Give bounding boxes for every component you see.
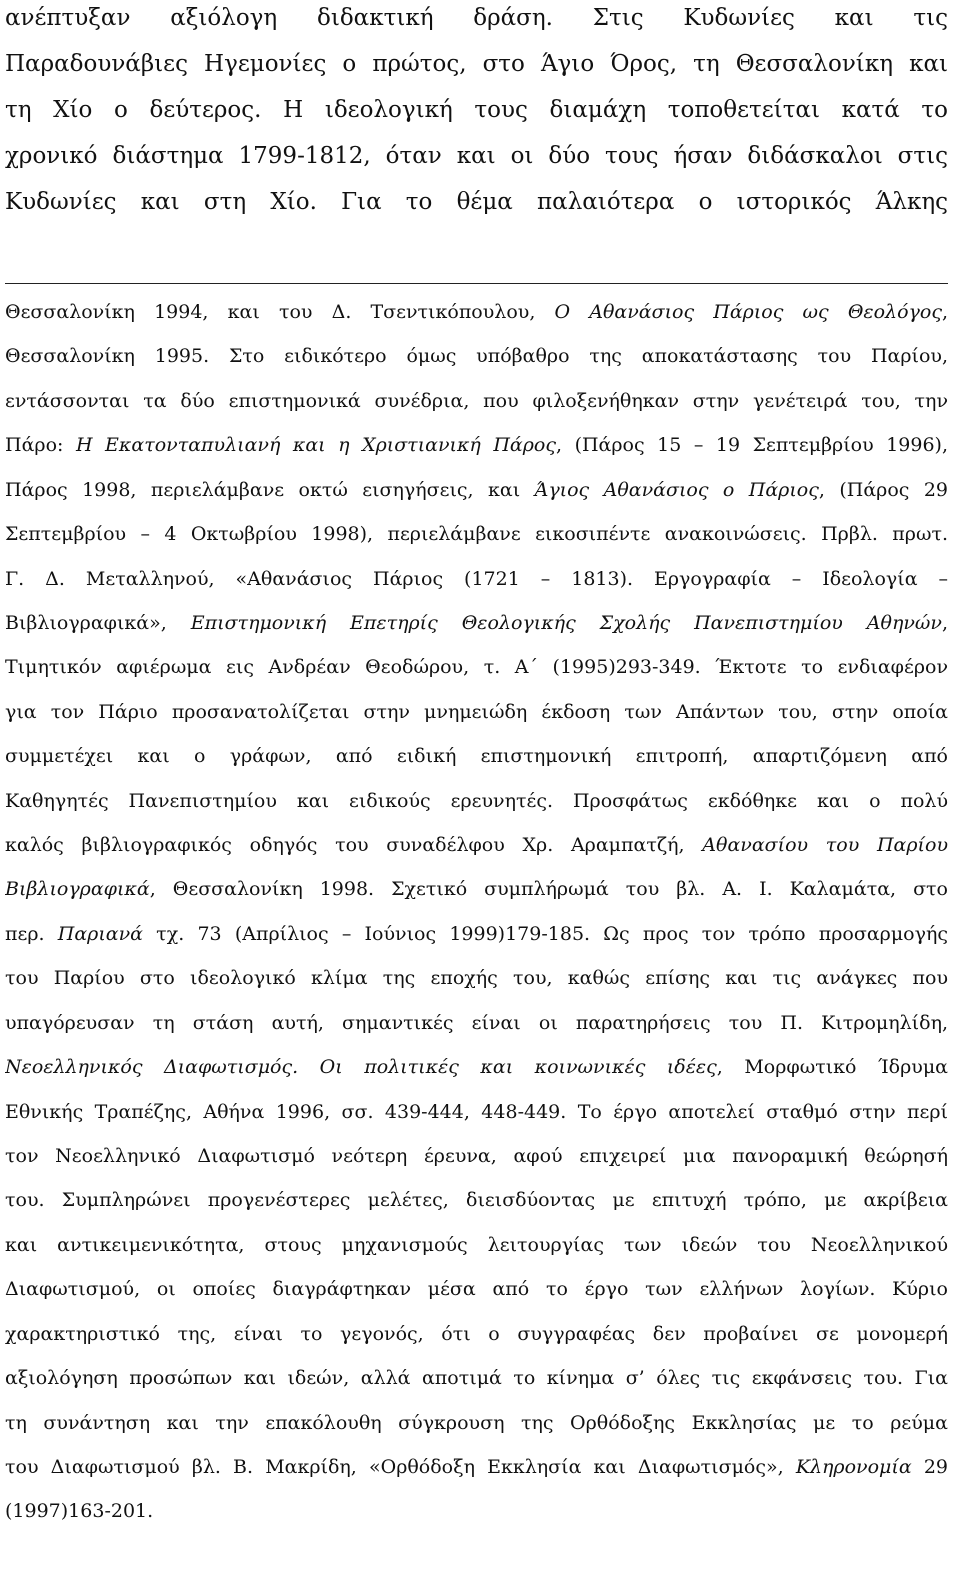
footnote-line bbox=[5, 1275, 948, 1303]
footnote-line bbox=[5, 698, 948, 726]
footnote-text: , bbox=[941, 612, 948, 634]
footnote-line bbox=[5, 1009, 948, 1037]
footnote-separator bbox=[5, 283, 948, 284]
footnote-text: , (Πάρος 29 bbox=[818, 479, 948, 501]
footnote-line bbox=[5, 1186, 948, 1214]
footnote-text: τον Νεοελληνικό Διαφωτισμό νεότερη έρευνα, αφού επιχειρεί μια πανοραμική θεώρησή bbox=[5, 1145, 948, 1167]
footnote-line bbox=[5, 1053, 948, 1081]
footnote-line bbox=[5, 1497, 948, 1525]
footnote-line bbox=[5, 476, 948, 504]
footnote-text: χαρακτηριστικό της, είναι το γεγονός, ότι ο συγγραφέας δεν προβαίνει σε μονομερή bbox=[5, 1323, 948, 1345]
main-text-line: Κυδωνίες και στη Χίο. Για το θέμα παλαιότερα ο ιστορικός Άλκης bbox=[5, 189, 948, 215]
footnote-text: για τον Πάριο προσανατολίζεται στην μνημειώδη έκδοση των Απάντων του, στην οποία bbox=[5, 701, 948, 723]
footnote-text: Βιβλιογραφικά», bbox=[5, 612, 191, 634]
footnote-line bbox=[5, 831, 948, 859]
footnote-text: του Παρίου στο ιδεολογικό κλίμα της εποχής του, καθώς επίσης και τις ανάγκες που bbox=[5, 967, 948, 989]
footnote-text: υπαγόρευσαν τη στάση αυτή, σημαντικές είναι οι παρατηρήσεις του Π. Κιτρομηλίδη, bbox=[5, 1012, 948, 1034]
main-text-line: χρονικό διάστημα 1799-1812, όταν και οι δύο τους ήσαν διδάσκαλοι στις bbox=[5, 143, 948, 169]
footnote-line bbox=[5, 298, 948, 326]
footnote-line bbox=[5, 520, 948, 548]
footnote-text: Πάρος 1998, περιελάμβανε οκτώ εισηγήσεις, και bbox=[5, 479, 535, 501]
footnote-text: (1997)163-201. bbox=[5, 1500, 154, 1522]
footnote-line bbox=[5, 875, 948, 903]
footnote-italic-text: Άγιος Αθανάσιος ο Πάριος bbox=[534, 479, 819, 501]
footnote-italic-text: Παριανά bbox=[57, 923, 143, 945]
footnote-text: , Μορφωτικό Ίδρυμα bbox=[716, 1056, 948, 1078]
footnote-line bbox=[5, 964, 948, 992]
main-text-line: ανέπτυξαν αξιόλογη διδακτική δράση. Στις Κυδωνίες και τις bbox=[5, 5, 948, 31]
footnote-text: του Διαφωτισμού βλ. Β. Μακρίδη, «Ορθόδοξη Εκκλησία και Διαφωτισμός», bbox=[5, 1456, 796, 1478]
footnote-text: καλός βιβλιογραφικός οδηγός του συναδέλφου Χρ. Αραμπατζή, bbox=[5, 834, 703, 856]
footnote-italic-text: Κληρονομία bbox=[795, 1456, 912, 1478]
footnote-text: τχ. 73 (Απρίλιος – Ιούνιος 1999)179-185. Ως προς τον τρόπο προσαρμογής bbox=[142, 923, 948, 945]
footnote-text: περ. bbox=[5, 923, 58, 945]
footnote-italic-text: Ο Αθανάσιος Πάριος ως Θεολόγος bbox=[554, 301, 942, 323]
footnote-line bbox=[5, 1098, 948, 1126]
footnote-line bbox=[5, 342, 948, 370]
footnote-italic-text: Νεοελληνικός Διαφωτισμός. Οι πολιτικές και κοινωνικές ιδέες bbox=[5, 1056, 717, 1078]
footnote-line bbox=[5, 920, 948, 948]
main-text-line: τη Χίο ο δεύτερος. Η ιδεολογική τους διαμάχη τοποθετείται κατά το bbox=[5, 97, 948, 123]
footnote-text: , (Πάρος 15 – 19 Σεπτεμβρίου 1996), bbox=[556, 434, 948, 456]
footnote-italic-text: Αθανασίου του Παρίου bbox=[702, 834, 948, 856]
footnote-italic-text: Η Εκατονταπυλιανή και η Χριστιανική Πάρος bbox=[75, 434, 556, 456]
footnote-line bbox=[5, 1231, 948, 1259]
footnote-line bbox=[5, 1453, 948, 1481]
footnote-text: τη συνάντηση και την επακόλουθη σύγκρουση της Ορθόδοξης Εκκλησίας με το ρεύμα bbox=[5, 1412, 948, 1434]
footnote-text: Διαφωτισμού, οι οποίες διαγράφτηκαν μέσα από το έργο των ελλήνων λογίων. Κύριο bbox=[5, 1278, 948, 1300]
main-text-line: Παραδουνάβιες Ηγεμονίες ο πρώτος, στο Άγιο Όρος, τη Θεσσαλονίκη και bbox=[5, 51, 948, 77]
footnote-text: εντάσσονται τα δύο επιστημονικά συνέδρια, που φιλοξενήθηκαν στην γενέτειρά του, την bbox=[5, 390, 948, 412]
footnote-text: Θεσσαλονίκη 1994, και του Δ. Τσεντικόπουλου, bbox=[5, 301, 555, 323]
footnote-line bbox=[5, 609, 948, 637]
footnote-italic-text: Βιβλιογραφικά bbox=[5, 878, 150, 900]
footnote-italic-text: Επιστημονική Επετηρίς Θεολογικής Σχολής Πανεπιστημίου Αθηνών bbox=[190, 612, 942, 634]
footnote-line bbox=[5, 431, 948, 459]
footnote-line bbox=[5, 1320, 948, 1348]
footnote-text: Καθηγητές Πανεπιστημίου και ειδικούς ερευνητές. Προσφάτως εκδόθηκε και ο πολύ bbox=[5, 790, 948, 812]
footnote-line bbox=[5, 787, 948, 815]
footnote-line bbox=[5, 1409, 948, 1437]
footnote-line bbox=[5, 387, 948, 415]
footnote-line bbox=[5, 742, 948, 770]
footnote-text: 29 bbox=[911, 1456, 948, 1478]
footnote-text: Τιμητικόν αφιέρωμα εις Ανδρέαν Θεοδώρου, τ. Α΄ (1995)293-349. Έκτοτε το ενδιαφέρον bbox=[5, 656, 948, 678]
footnote-text: Θεσσαλονίκη 1995. Στο ειδικότερο όμως υπόβαθρο της αποκατάστασης του Παρίου, bbox=[5, 345, 948, 367]
footnote-text: του. Συμπληρώνει προγενέστερες μελέτες, διεισδύοντας με επιτυχή τρόπο, με ακρίβεια bbox=[5, 1189, 948, 1211]
footnote-text: Πάρο: bbox=[5, 434, 76, 456]
footnote-text: Σεπτεμβρίου – 4 Οκτωβρίου 1998), περιελάμβανε εικοσιπέντε ανακοινώσεις. Πρβλ. πρωτ. bbox=[5, 523, 948, 545]
footnote-line bbox=[5, 1364, 948, 1392]
footnote-line bbox=[5, 653, 948, 681]
footnote-text: Εθνικής Τραπέζης, Αθήνα 1996, σσ. 439-444, 448-449. Το έργο αποτελεί σταθμό στην περί bbox=[5, 1101, 948, 1123]
footnote-text: και αντικειμενικότητα, στους μηχανισμούς λειτουργίας των ιδεών του Νεοελληνικού bbox=[5, 1234, 948, 1256]
footnote-text: αξιολόγηση προσώπων και ιδεών, αλλά αποτιμά το κίνημα σ’ όλες τις εκφάνσεις του. Για bbox=[5, 1367, 948, 1389]
footnote-text: συμμετέχει και ο γράφων, από ειδική επιστημονική επιτροπή, απαρτιζόμενη από bbox=[5, 745, 948, 767]
footnote-line bbox=[5, 1142, 948, 1170]
footnote-text: , bbox=[941, 301, 948, 323]
footnote-text: Γ. Δ. Μεταλληνού, «Αθανάσιος Πάριος (1721 – 1813). Εργογραφία – Ιδεολογία – bbox=[5, 568, 948, 590]
footnote-text: , Θεσσαλονίκη 1998. Σχετικό συμπλήρωμά του βλ. Α. Ι. Καλαμάτα, στο bbox=[149, 878, 948, 900]
footnote-line bbox=[5, 565, 948, 593]
